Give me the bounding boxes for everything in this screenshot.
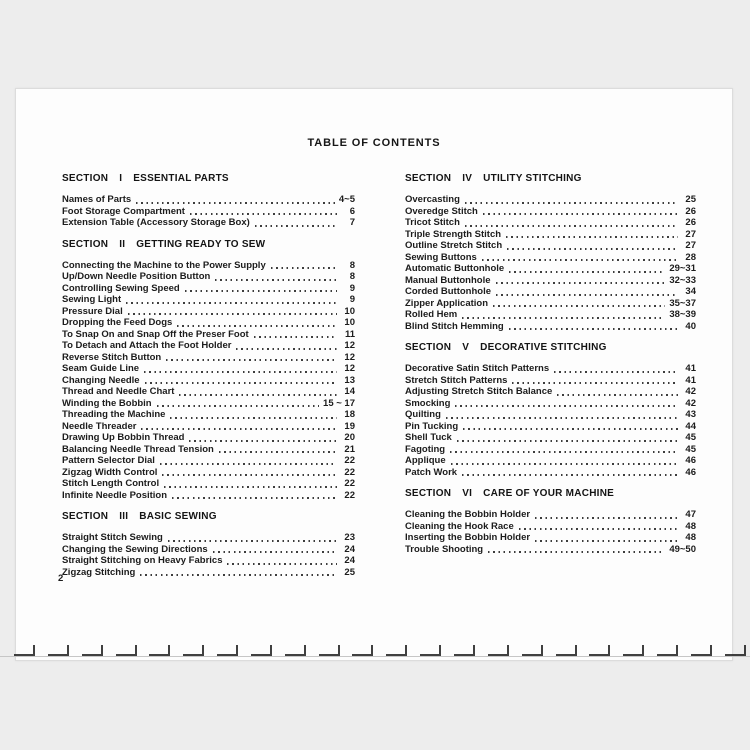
section-heading-title: BASIC SEWING bbox=[139, 511, 217, 522]
entry-label: Foot Storage Compartment bbox=[62, 205, 185, 217]
entry-label: Needle Threader bbox=[62, 420, 137, 432]
dot-leader bbox=[506, 236, 678, 238]
dot-leader bbox=[450, 451, 678, 453]
toc-entry bbox=[405, 386, 696, 398]
section-heading-numeral: V bbox=[462, 342, 470, 353]
entry-label: Stitch Length Control bbox=[62, 478, 160, 489]
binding-bracket-icon bbox=[386, 645, 407, 656]
binding-bracket-icon bbox=[454, 645, 475, 656]
toc-section bbox=[62, 239, 355, 502]
entry-label: Automatic Buttonhole bbox=[405, 263, 505, 274]
entry-page-number: 46 bbox=[685, 466, 696, 478]
dot-leader bbox=[170, 417, 337, 419]
section-heading bbox=[62, 511, 355, 522]
dot-leader bbox=[145, 382, 337, 384]
entry-label: Drawing Up Bobbin Thread bbox=[62, 432, 185, 443]
entry-label: Names of Parts bbox=[62, 194, 132, 205]
toc-entry bbox=[62, 467, 355, 479]
entry-page-number: 49~50 bbox=[669, 543, 696, 555]
toc-column-right bbox=[405, 173, 696, 565]
entry-label: Blind Stitch Hemming bbox=[405, 320, 504, 332]
section-heading-numeral: VI bbox=[462, 488, 473, 499]
entry-label: Balancing Needle Thread Tension bbox=[62, 443, 214, 455]
binding-bracket-icon bbox=[217, 645, 238, 656]
entry-page-number: 45 bbox=[685, 443, 696, 455]
section-entries bbox=[405, 194, 696, 332]
entry-page-number: 19 bbox=[344, 420, 355, 432]
entry-label: Cleaning the Bobbin Holder bbox=[405, 509, 531, 520]
toc-entry bbox=[62, 271, 355, 283]
binding-bracket-icon bbox=[522, 645, 543, 656]
entry-label: Zipper Application bbox=[405, 297, 489, 309]
toc-entry bbox=[62, 398, 355, 410]
dot-leader bbox=[162, 474, 337, 476]
entry-page-number: 41 bbox=[685, 374, 696, 386]
entry-label: Shell Tuck bbox=[405, 432, 452, 443]
dot-leader bbox=[271, 267, 337, 269]
entry-page-number: 6 bbox=[349, 205, 355, 217]
entry-page-number: 32~33 bbox=[669, 274, 696, 286]
entry-label: Infinite Needle Position bbox=[62, 489, 168, 501]
dot-leader bbox=[126, 302, 337, 304]
entry-label: Overcasting bbox=[405, 194, 460, 205]
toc-entry bbox=[405, 263, 696, 275]
section-heading-numeral: IV bbox=[462, 173, 473, 184]
dot-leader bbox=[190, 213, 337, 215]
entry-label: Thread and Needle Chart bbox=[62, 386, 175, 397]
toc-entry bbox=[62, 217, 355, 229]
binding-bracket-icon bbox=[183, 645, 204, 656]
entry-page-number: 7 bbox=[349, 217, 355, 228]
toc-section bbox=[405, 173, 696, 332]
toc-entry bbox=[62, 544, 355, 556]
binding-bracket-icon bbox=[488, 645, 509, 656]
entry-label: Zigzag Width Control bbox=[62, 466, 158, 478]
toc-entry bbox=[405, 421, 696, 433]
binding-bracket-icon bbox=[725, 645, 746, 656]
scan-edge-line bbox=[0, 656, 750, 657]
binding-bracket-icon bbox=[116, 645, 137, 656]
entry-page-number: 29~31 bbox=[669, 263, 696, 274]
entry-label: Straight Stitch Sewing bbox=[62, 532, 163, 543]
entry-page-number: 27 bbox=[685, 240, 696, 251]
dot-leader bbox=[213, 551, 337, 553]
toc-entry bbox=[405, 409, 696, 421]
entry-label: Threading the Machine bbox=[62, 409, 166, 420]
entry-label: Controlling Sewing Speed bbox=[62, 282, 180, 294]
entry-label: Fagoting bbox=[405, 443, 446, 455]
toc-entry bbox=[405, 544, 696, 556]
toc-entry bbox=[62, 375, 355, 387]
entry-label: Sewing Buttons bbox=[405, 251, 477, 263]
entry-page-number: 10 bbox=[344, 317, 355, 328]
dot-leader bbox=[140, 574, 337, 576]
dot-leader bbox=[168, 540, 337, 542]
section-heading-numeral: III bbox=[119, 511, 129, 522]
toc-entry bbox=[405, 194, 696, 206]
section-entries bbox=[405, 509, 696, 555]
binding-bracket-icon bbox=[149, 645, 170, 656]
section-heading bbox=[405, 173, 696, 184]
entry-page-number: 22 bbox=[344, 466, 355, 478]
dot-leader bbox=[172, 497, 337, 499]
binding-bracket-icon bbox=[82, 645, 103, 656]
entry-label: Pattern Selector Dial bbox=[62, 455, 155, 466]
dot-leader bbox=[164, 486, 337, 488]
binding-bracket-icon bbox=[589, 645, 610, 656]
dot-leader bbox=[141, 428, 337, 430]
dot-leader bbox=[189, 440, 337, 442]
dot-leader bbox=[166, 359, 337, 361]
toc-entry bbox=[405, 432, 696, 444]
toc-entry bbox=[405, 286, 696, 298]
toc-entry bbox=[62, 444, 355, 456]
entry-label: Extension Table (Accessory Storage Box) bbox=[62, 217, 250, 228]
toc-entry bbox=[62, 532, 355, 544]
entry-label: Stretch Stitch Patterns bbox=[405, 374, 508, 386]
toc-entry bbox=[62, 294, 355, 306]
dot-leader bbox=[185, 290, 337, 292]
entry-page-number: 22 bbox=[344, 455, 355, 466]
manual-page bbox=[15, 88, 733, 661]
toc-entry bbox=[62, 352, 355, 364]
toc-entry bbox=[405, 206, 696, 218]
entry-page-number: 15 ~ 17 bbox=[323, 397, 355, 409]
section-entries bbox=[62, 260, 355, 502]
entry-page-number: 22 bbox=[344, 489, 355, 501]
dot-leader bbox=[462, 317, 665, 319]
toc-entry bbox=[62, 260, 355, 272]
toc-entry bbox=[405, 455, 696, 467]
section-heading-prefix: SECTION bbox=[62, 238, 109, 250]
dot-leader bbox=[535, 540, 678, 542]
entry-label: Pin Tucking bbox=[405, 420, 459, 432]
dot-leader bbox=[451, 463, 678, 465]
section-heading-prefix: SECTION bbox=[405, 488, 452, 499]
entry-page-number: 9 bbox=[349, 294, 355, 305]
dot-leader bbox=[455, 405, 678, 407]
toc-entry bbox=[405, 363, 696, 375]
entry-page-number: 10 bbox=[344, 305, 355, 317]
toc-entry bbox=[62, 194, 355, 206]
entry-page-number: 46 bbox=[685, 455, 696, 466]
entry-label: Reverse Stitch Button bbox=[62, 351, 162, 363]
entry-page-number: 4~5 bbox=[338, 194, 355, 205]
dot-leader bbox=[227, 563, 337, 565]
entry-label: Seam Guide Line bbox=[62, 363, 140, 374]
dot-leader bbox=[507, 248, 678, 250]
entry-label: Changing the Sewing Directions bbox=[62, 543, 208, 555]
entry-page-number: 8 bbox=[349, 271, 355, 282]
section-heading-title: CARE OF YOUR MACHINE bbox=[483, 488, 615, 499]
dot-leader bbox=[463, 428, 678, 430]
dot-leader bbox=[179, 394, 337, 396]
toc-entry bbox=[62, 329, 355, 341]
binding-bracket-icon bbox=[657, 645, 678, 656]
dot-leader bbox=[457, 440, 678, 442]
toc-entry bbox=[62, 363, 355, 375]
entry-label: Applique bbox=[405, 455, 446, 466]
section-heading-numeral: II bbox=[119, 238, 126, 250]
entry-page-number: 13 bbox=[344, 374, 355, 386]
toc-entry bbox=[62, 490, 355, 502]
section-heading-title: DECORATIVE STITCHING bbox=[480, 342, 607, 353]
entry-page-number: 47 bbox=[685, 509, 696, 520]
dot-leader bbox=[496, 282, 666, 284]
entry-label: Inserting the Bobbin Holder bbox=[405, 532, 531, 543]
binding-bracket-icon bbox=[14, 645, 35, 656]
entry-page-number: 24 bbox=[344, 555, 355, 566]
binding-bracket-icon bbox=[352, 645, 373, 656]
entry-page-number: 41 bbox=[685, 363, 696, 374]
dot-leader bbox=[488, 551, 665, 553]
entry-label: Rolled Hem bbox=[405, 309, 458, 320]
entry-page-number: 48 bbox=[685, 520, 696, 532]
entry-label: Smocking bbox=[405, 397, 451, 409]
toc-entry bbox=[405, 521, 696, 533]
toc-entry bbox=[405, 509, 696, 521]
dot-leader bbox=[157, 405, 319, 407]
dot-leader bbox=[557, 394, 678, 396]
toc-entry bbox=[405, 321, 696, 333]
entry-label: Connecting the Machine to the Power Supply bbox=[62, 259, 266, 271]
dot-leader bbox=[219, 451, 337, 453]
entry-page-number: 25 bbox=[344, 566, 355, 578]
entry-page-number: 45 bbox=[685, 432, 696, 443]
entry-page-number: 8 bbox=[349, 259, 355, 271]
entry-page-number: 11 bbox=[344, 328, 355, 340]
dot-leader bbox=[144, 371, 337, 373]
toc-entry bbox=[405, 275, 696, 287]
entry-page-number: 38~39 bbox=[669, 309, 696, 320]
section-heading-prefix: SECTION bbox=[405, 342, 452, 353]
entry-label: Overedge Stitch bbox=[405, 205, 478, 217]
dot-leader bbox=[462, 474, 678, 476]
section-heading bbox=[62, 239, 355, 250]
entry-page-number: 26 bbox=[685, 205, 696, 217]
entry-label: Straight Stitching on Heavy Fabrics bbox=[62, 555, 223, 566]
entry-page-number: 12 bbox=[344, 363, 355, 374]
dot-leader bbox=[519, 528, 678, 530]
toc-entry bbox=[62, 555, 355, 567]
entry-page-number: 21 bbox=[344, 443, 355, 455]
entry-page-number: 40 bbox=[685, 320, 696, 332]
entry-page-number: 9 bbox=[349, 282, 355, 294]
entry-label: Cleaning the Hook Race bbox=[405, 520, 514, 532]
toc-entry bbox=[62, 455, 355, 467]
toc-entry bbox=[62, 478, 355, 490]
entry-page-number: 24 bbox=[344, 543, 355, 555]
dot-leader bbox=[465, 225, 678, 227]
section-heading-title: GETTING READY TO SEW bbox=[136, 238, 266, 250]
entry-label: Adjusting Stretch Stitch Balance bbox=[405, 386, 553, 397]
entry-label: Winding the Bobbin bbox=[62, 397, 152, 409]
toc-entry bbox=[62, 283, 355, 295]
dot-leader bbox=[254, 336, 337, 338]
entry-label: Decorative Satin Stitch Patterns bbox=[405, 363, 550, 374]
entry-page-number: 48 bbox=[685, 532, 696, 543]
toc-entry bbox=[62, 386, 355, 398]
section-entries bbox=[405, 363, 696, 478]
entry-page-number: 42 bbox=[685, 397, 696, 409]
entry-page-number: 20 bbox=[344, 432, 355, 443]
entry-label: Tricot Stitch bbox=[405, 217, 460, 228]
entry-page-number: 12 bbox=[344, 340, 355, 351]
toc-entry bbox=[405, 298, 696, 310]
dot-leader bbox=[496, 294, 678, 296]
dot-leader bbox=[128, 313, 337, 315]
toc-entry bbox=[62, 432, 355, 444]
binding-bracket-icon bbox=[623, 645, 644, 656]
dot-leader bbox=[236, 348, 337, 350]
entry-page-number: 34 bbox=[685, 286, 696, 297]
entry-label: Sewing Light bbox=[62, 294, 122, 305]
toc-entry bbox=[405, 240, 696, 252]
entry-page-number: 27 bbox=[685, 228, 696, 240]
entry-page-number: 12 bbox=[344, 351, 355, 363]
binding-bracket-icon bbox=[420, 645, 441, 656]
section-heading bbox=[405, 488, 696, 499]
entry-label: Zigzag Stitching bbox=[62, 566, 136, 578]
dot-leader bbox=[509, 271, 665, 273]
toc-entry bbox=[62, 206, 355, 218]
toc-entry bbox=[405, 217, 696, 229]
entry-label: Triple Strength Stitch bbox=[405, 228, 502, 240]
section-heading-prefix: SECTION bbox=[405, 173, 452, 184]
toc-section bbox=[405, 342, 696, 478]
section-heading-title: ESSENTIAL PARTS bbox=[133, 173, 229, 184]
binding-bracket-icon bbox=[48, 645, 69, 656]
dot-leader bbox=[255, 225, 337, 227]
section-heading-prefix: SECTION bbox=[62, 173, 109, 184]
entry-label: Patch Work bbox=[405, 466, 458, 478]
dot-leader bbox=[446, 417, 678, 419]
entry-page-number: 35~37 bbox=[669, 297, 696, 309]
dot-leader bbox=[136, 202, 335, 204]
toc-column-left bbox=[62, 173, 355, 588]
entry-page-number: 42 bbox=[685, 386, 696, 397]
toc-entry bbox=[62, 340, 355, 352]
binding-bracket-icon bbox=[285, 645, 306, 656]
entry-label: To Snap On and Snap Off the Preser Foot bbox=[62, 328, 249, 340]
entry-page-number: 25 bbox=[685, 194, 696, 205]
toc-entry bbox=[405, 532, 696, 544]
page-title: TABLE OF CONTENTS bbox=[307, 137, 441, 149]
toc-entry bbox=[62, 306, 355, 318]
toc-entry bbox=[405, 375, 696, 387]
entry-page-number: 26 bbox=[685, 217, 696, 228]
entry-label: To Detach and Attach the Foot Holder bbox=[62, 340, 232, 351]
entry-page-number: 14 bbox=[344, 386, 355, 397]
entry-page-number: 22 bbox=[344, 478, 355, 489]
section-heading-title: UTILITY STITCHING bbox=[483, 173, 582, 184]
dot-leader bbox=[509, 328, 678, 330]
entry-page-number: 28 bbox=[685, 251, 696, 263]
binding-strip bbox=[14, 644, 746, 656]
entry-label: Pressure Dial bbox=[62, 305, 123, 317]
toc-entry bbox=[405, 309, 696, 321]
section-heading bbox=[405, 342, 696, 353]
entry-page-number: 18 bbox=[344, 409, 355, 420]
toc-entry bbox=[62, 317, 355, 329]
dot-leader bbox=[215, 279, 337, 281]
entry-label: Up/Down Needle Position Button bbox=[62, 271, 211, 282]
entry-label: Changing Needle bbox=[62, 374, 140, 386]
binding-bracket-icon bbox=[251, 645, 272, 656]
toc-section bbox=[62, 173, 355, 229]
dot-leader bbox=[493, 305, 665, 307]
toc-entry bbox=[62, 409, 355, 421]
toc-entry bbox=[62, 421, 355, 433]
toc-section bbox=[62, 511, 355, 578]
toc-entry bbox=[62, 567, 355, 579]
binding-bracket-icon bbox=[556, 645, 577, 656]
entry-label: Dropping the Feed Dogs bbox=[62, 317, 173, 328]
page-number: 2 bbox=[58, 573, 64, 584]
toc-entry bbox=[405, 252, 696, 264]
entry-label: Corded Buttonhole bbox=[405, 286, 492, 297]
dot-leader bbox=[483, 213, 678, 215]
toc-entry bbox=[405, 444, 696, 456]
dot-leader bbox=[160, 463, 337, 465]
toc-entry bbox=[405, 229, 696, 241]
entry-page-number: 44 bbox=[685, 420, 696, 432]
dot-leader bbox=[482, 259, 678, 261]
entry-label: Quilting bbox=[405, 409, 441, 420]
section-entries bbox=[62, 194, 355, 229]
entry-label: Trouble Shooting bbox=[405, 543, 484, 555]
dot-leader bbox=[177, 325, 337, 327]
dot-leader bbox=[535, 517, 678, 519]
entry-label: Manual Buttonhole bbox=[405, 274, 491, 286]
dot-leader bbox=[554, 371, 678, 373]
entry-label: Outline Stretch Stitch bbox=[405, 240, 503, 251]
binding-bracket-icon bbox=[319, 645, 340, 656]
dot-leader bbox=[512, 382, 678, 384]
toc-entry bbox=[405, 467, 696, 479]
section-heading-numeral: I bbox=[119, 173, 123, 184]
section-heading-prefix: SECTION bbox=[62, 511, 109, 522]
entry-page-number: 23 bbox=[344, 532, 355, 543]
dot-leader bbox=[465, 202, 678, 204]
section-entries bbox=[62, 532, 355, 578]
section-heading bbox=[62, 173, 355, 184]
entry-page-number: 43 bbox=[685, 409, 696, 420]
toc-entry bbox=[405, 398, 696, 410]
binding-bracket-icon bbox=[691, 645, 712, 656]
toc-section bbox=[405, 488, 696, 555]
